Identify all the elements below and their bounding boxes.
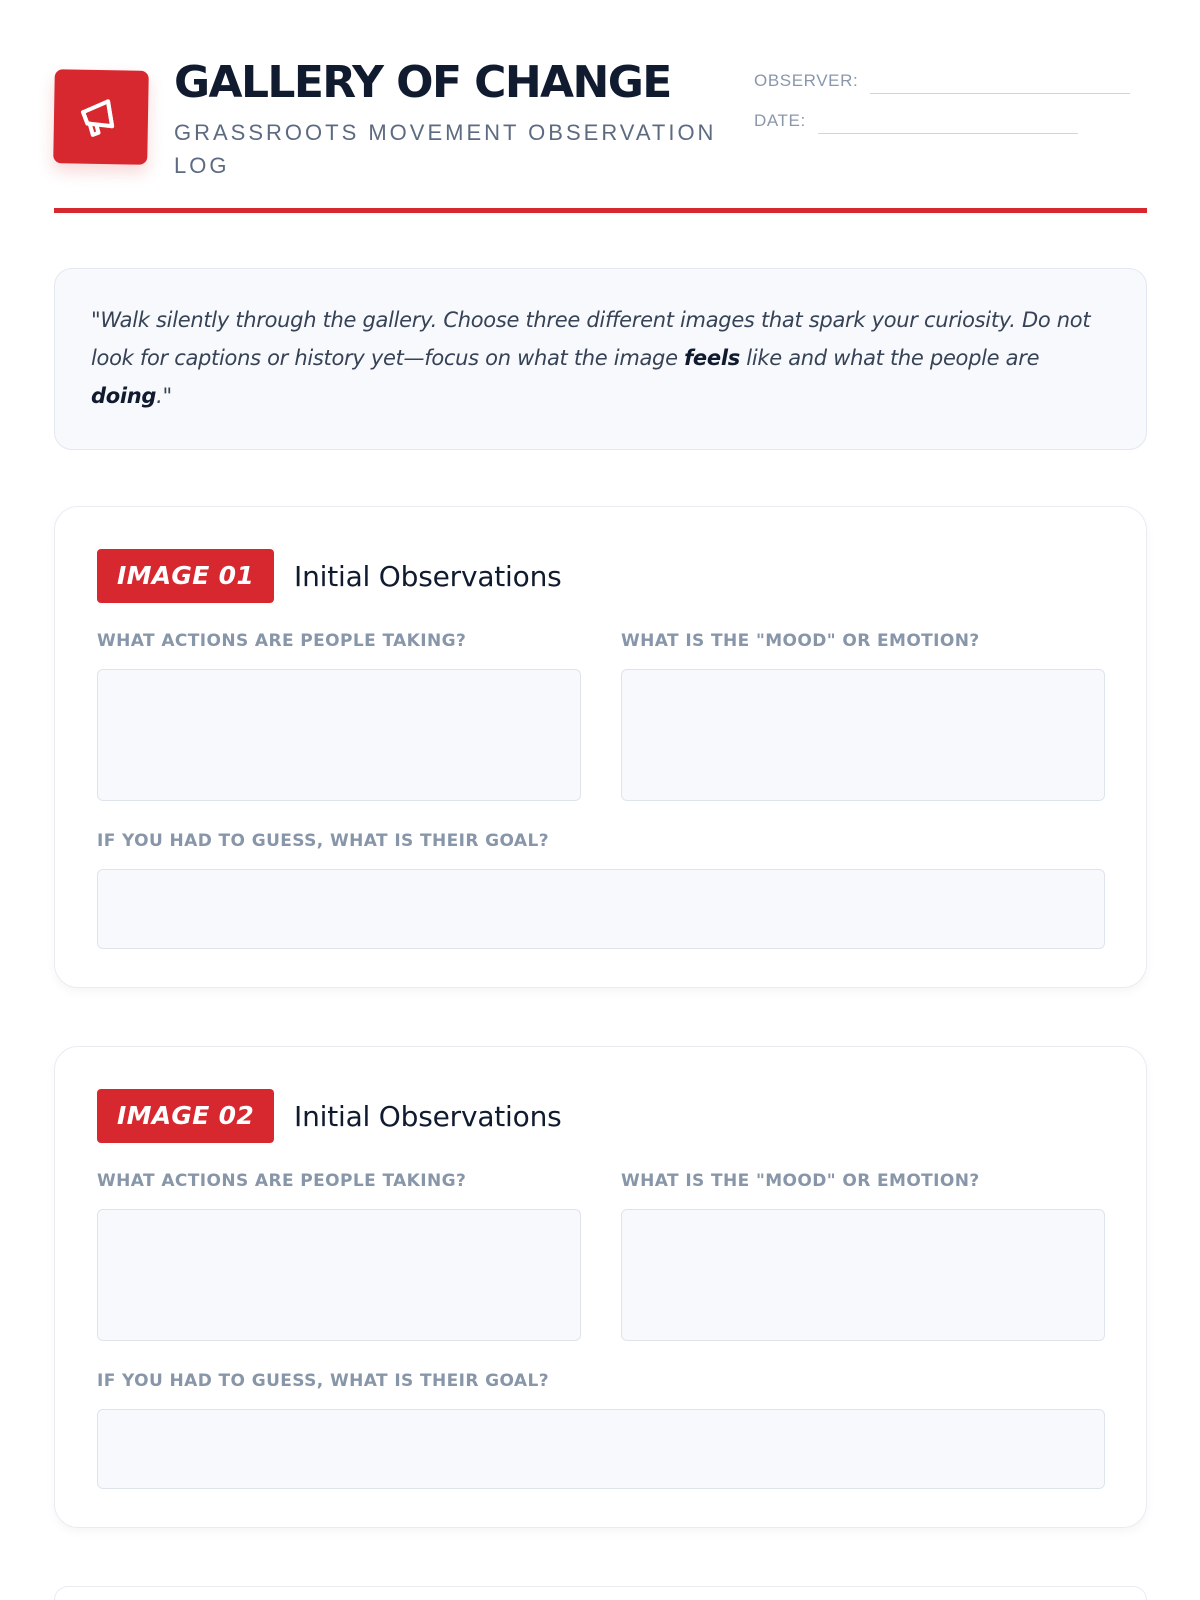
card-header [97, 549, 562, 603]
mood-answer-field[interactable] [621, 1209, 1105, 1341]
actions-answer-field[interactable] [97, 1209, 581, 1341]
megaphone-icon [74, 90, 129, 145]
card-title: Initial Observations [294, 1099, 562, 1133]
meta-fields [754, 54, 1147, 134]
date-label: DATE: [754, 111, 806, 130]
instructions-part-2: like and what the people are [739, 346, 1040, 370]
page-title: GALLERY OF CHANGE [174, 57, 671, 108]
page-subtitle: GRASSROOTS MOVEMENT OBSERVATION LOG [174, 120, 717, 178]
date-row [754, 94, 1147, 134]
observer-field[interactable] [870, 68, 1130, 94]
actions-answer-field[interactable] [97, 669, 581, 801]
instructions-emphasis-feels: feels [684, 346, 740, 370]
observation-card-2 [54, 1046, 1147, 1528]
instructions-box [54, 268, 1147, 450]
instructions-emphasis-doing: doing [91, 384, 157, 408]
goal-question: IF YOU HAD TO GUESS, WHAT IS THEIR GOAL? [97, 831, 549, 851]
observation-card-1 [54, 506, 1147, 988]
observer-row [754, 54, 1147, 94]
logo [53, 69, 149, 165]
mood-answer-field[interactable] [621, 669, 1105, 801]
card-title: Initial Observations [294, 559, 562, 593]
date-field[interactable] [818, 108, 1078, 134]
observer-label: OBSERVER: [754, 71, 859, 90]
title-block [174, 56, 734, 182]
image-badge: IMAGE 02 [97, 1089, 274, 1143]
instructions-part-1: "Walk silently through the gallery. Choose three different images that spark your curiosity. Do not look for captions or history yet—focus on what the image [91, 308, 1091, 370]
goal-answer-field[interactable] [97, 869, 1105, 949]
header-divider [54, 208, 1147, 213]
goal-question: IF YOU HAD TO GUESS, WHAT IS THEIR GOAL? [97, 1371, 549, 1391]
image-badge: IMAGE 01 [97, 549, 274, 603]
actions-question: WHAT ACTIONS ARE PEOPLE TAKING? [97, 631, 467, 651]
worksheet-header [54, 54, 1147, 214]
instructions-text [91, 301, 1110, 415]
instructions-part-3: ." [156, 384, 172, 408]
goal-answer-field[interactable] [97, 1409, 1105, 1489]
mood-question: WHAT IS THE "MOOD" OR EMOTION? [621, 1171, 980, 1191]
card-header [97, 1089, 562, 1143]
actions-question: WHAT ACTIONS ARE PEOPLE TAKING? [97, 1171, 467, 1191]
mood-question: WHAT IS THE "MOOD" OR EMOTION? [621, 631, 980, 651]
observation-card-3 [54, 1586, 1147, 1600]
